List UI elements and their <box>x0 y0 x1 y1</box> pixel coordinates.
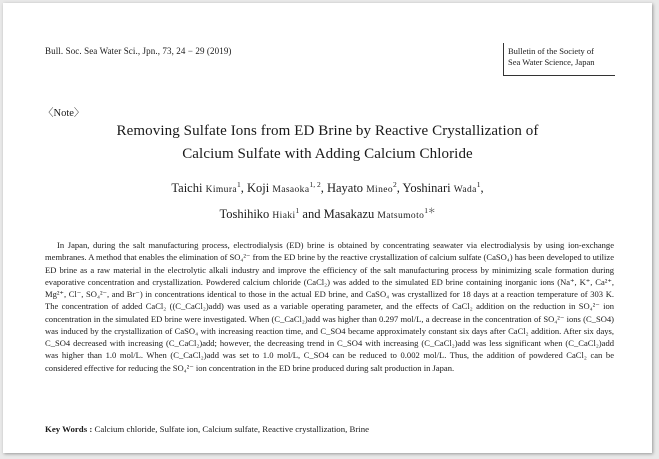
title-line-2: Calcium Sulfate with Adding Calcium Chloride <box>182 146 473 162</box>
author-name: Yoshinari Wada$^1$ <box>402 180 481 195</box>
keywords-label: Key Words : <box>45 424 93 434</box>
author-name: Masakazu Matsumoto$^{1*}$ <box>323 206 436 221</box>
abstract-text: In Japan, during the salt manufacturing process, electrodialysis (ED) brine is obtained by concentrating seawater via electrodialysis by using ion-exchange membranes. A method that enables the elimination of SO₄²⁻ from the ED brine by the reactive crystallization of calcium sulfate (CaSO₄) has been developed to utilize ED brine as a raw material in the electrolytic alkali industry and improve the efficiency of the salt manufacturing process by minimizing scale formation during evaporative concentration and crystallization. Powdered calcium chloride (CaCl₂) was added to the simulated ED brine containing inorganic ions (Na⁺, K⁺, Ca²⁺, Mg²⁺, Cl⁻, SO₄²⁻, and Br⁻) in concentrations identical to those in the actual ED brine, and CaSO₄ was crystallized for 18 days at a reaction temperature of 303 K. The concentration of added CaCl₂ ((C_CaCl₂)add) was used as a variable operating parameter, and the effects of CaCl₂ addition on the reduction in SO₄²⁻ ion concentration in the simulated ED brine were investigated. When (C_CaCl₂)add was higher than 0.297 mol/L, a decrease in the concentration of SO₄²⁻ ions (C_SO4) was induced by the crystallization of CaSO₄ with increasing reaction time, and C_SO4 became approximately constant six days after CaCl₂ addition. After six days, C_SO4 decreased with increasing (C_CaCl₂)add; however, the decreasing trend in C_SO4 with increasing (C_CaCl₂)add was less significant when (C_CaCl₂)add was higher than 1.0 mol/L. When (C_CaCl₂)add was set to 1.0 mol/L, C_SO4 can be reduced to 0.002 mol/L. Thus, the addition of powdered CaCl₂ can be considered effective for reducing the SO₄²⁻ ion concentration in the ED brine produced during salt production in Japan. <box>45 240 614 373</box>
article-type-label: 〈Note〉 <box>43 108 85 119</box>
journal-box-rule <box>503 43 504 75</box>
author-name: Taichi Kimura$^1$ <box>171 180 241 195</box>
keywords <box>45 424 369 434</box>
journal-name-box <box>503 43 615 76</box>
author-name: Toshihiko Hiaki$^1$ <box>219 206 300 221</box>
author-name: Hayato Mineo$^2$ <box>326 180 397 195</box>
journal-name-line-2: Sea Water Science, Japan <box>508 57 595 67</box>
journal-name-line-1: Bulletin of the Society of <box>508 46 594 56</box>
abstract <box>45 239 614 374</box>
authors-line-2: Toshihiko Hiaki$^1$ and Masakazu Matsumoto$^{1*}$ <box>219 206 436 221</box>
title-line-1: Removing Sulfate Ions from ED Brine by Reactive Crystallization of <box>116 123 539 139</box>
authors-line-1: Taichi Kimura$^1$, Koji Masaoka$^{1, 2}$, Hayato Mineo$^2$, Yoshinari Wada$^1$, <box>171 180 484 195</box>
journal-reference: Bull. Soc. Sea Water Sci., Jpn., 73, 24 − 29 (2019) <box>45 46 232 56</box>
author-name: Koji Masaoka$^{1, 2}$ <box>247 180 321 195</box>
keywords-text: Calcium chloride, Sulfate ion, Calcium sulfate, Reactive crystallization, Brine <box>94 424 370 434</box>
paper-page <box>3 3 652 453</box>
